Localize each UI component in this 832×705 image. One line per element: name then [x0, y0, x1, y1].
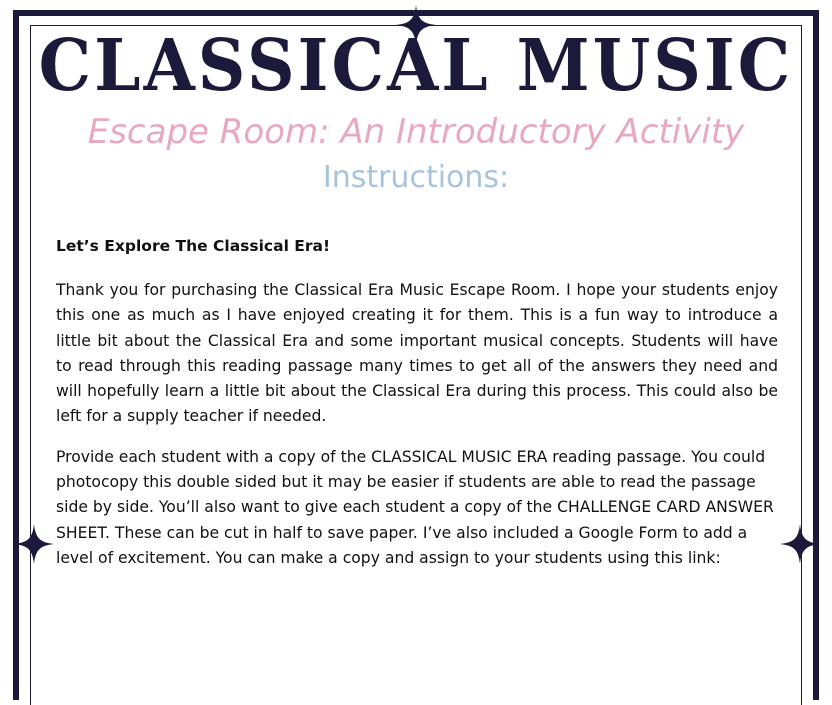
four-point-star-icon [780, 524, 820, 564]
document-subtitle: Escape Room: An Introductory Activity [87, 112, 745, 152]
section-heading: Let’s Explore The Classical Era! [56, 237, 331, 255]
body-content [56, 234, 778, 586]
paragraph: Thank you for purchasing the Classical Era Music Escape Room. I hope your students enjoy this one as much as I have enjoyed creating it for them. This is a fun way to introduce a little bit about the Classical Era and some important musical concepts. Students will have to read through this reading passage many times to get all of the answers they need and will hopefully learn a little bit about the Classical Era during this process. This could also be left for a supply teacher if needed. [56, 281, 778, 426]
document-title: CLASSICAL MUSIC [38, 22, 794, 108]
section-label: Instructions: [322, 160, 510, 195]
paragraph: Provide each student with a copy of the CLASSICAL MUSIC ERA reading passage. You could photocopy this double sided but it may be easier if students are able to read the passage side by side. You’ll also want to give each student a copy of the CHALLENGE CARD ANSWER SHEET. These can be cut in half to save paper. I’ve also included a Google Form to add a level of excitement. You can make a copy and assign to your students using this link: [56, 447, 774, 567]
four-point-star-icon [14, 524, 54, 564]
